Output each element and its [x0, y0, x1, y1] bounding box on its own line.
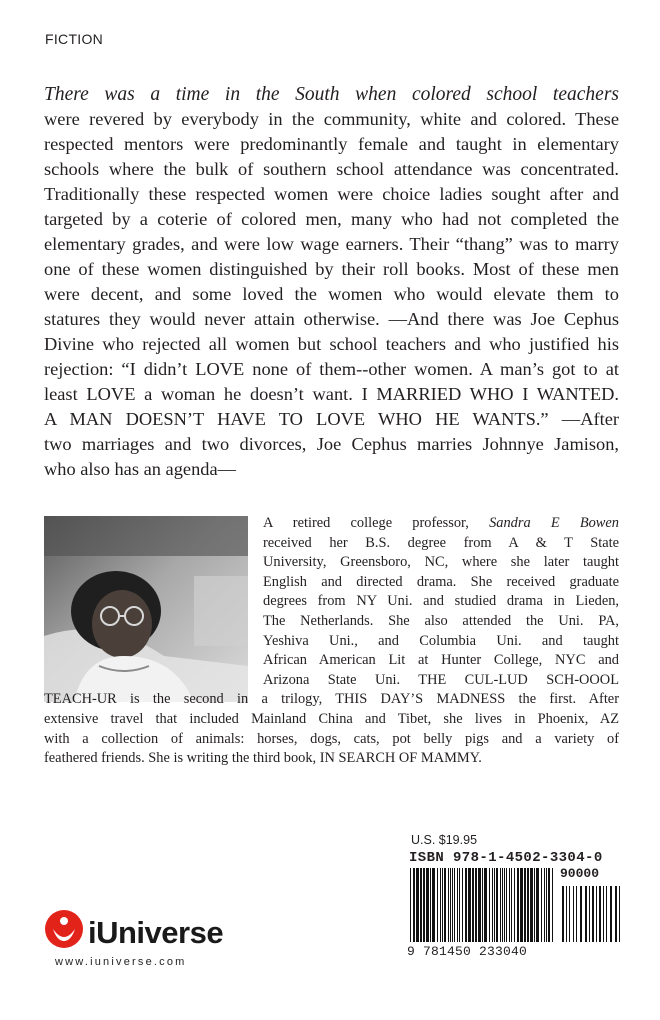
barcode-bar — [410, 868, 411, 942]
barcode-bar — [527, 868, 529, 942]
barcode-addon-bar — [589, 886, 590, 942]
barcode-bar — [444, 868, 446, 942]
blurb-line: rejection: “I didn’t LOVE none of them--other women. A man’s got to at — [44, 359, 619, 379]
barcode-bar — [430, 868, 431, 942]
barcode-addon-bar — [585, 886, 587, 942]
barcode-bar — [524, 868, 526, 942]
barcode-bar — [472, 868, 474, 942]
barcode-addon-bar — [610, 886, 612, 942]
blurb-line: were decent, and some loved the women who would elevate them to — [44, 284, 619, 304]
bio-line — [44, 514, 619, 534]
barcode-bar — [426, 868, 429, 942]
bio-line: Yeshiva Uni., and Columbia Uni. and taught — [263, 632, 619, 649]
blurb-line: schools where the bulk of southern school attendance was concentrated. — [44, 159, 619, 179]
blurb-line: who also has an agenda— — [44, 459, 237, 479]
bio-line: degrees from NY Uni. and studied drama in Lieden, — [263, 593, 619, 610]
barcode-bar — [416, 868, 419, 942]
blurb-line: Divine who rejected all women but school teachers and who justified his — [44, 334, 619, 354]
barcode-bar — [504, 868, 505, 942]
bio-line: extensive travel that included Mainland China and Tibet, she lives in Phoenix, AZ — [44, 710, 619, 727]
barcode-addon-bar — [573, 886, 574, 942]
barcode-bar — [536, 868, 539, 942]
barcode-bar — [514, 868, 515, 942]
bio-line: TEACH-UR is the second in a trilogy, THIS DAY’S MADNESS the first. After — [44, 691, 619, 708]
barcode-bar — [509, 868, 510, 942]
barcode-bar — [459, 868, 460, 942]
barcode-bar — [496, 868, 498, 942]
barcode-addon-bar — [596, 886, 597, 942]
barcode-addon-bar — [603, 886, 604, 942]
barcode-bar — [482, 868, 483, 942]
barcode-bar — [492, 868, 493, 942]
barcode-bar — [465, 868, 467, 942]
bio-prefix: A retired college professor, — [263, 515, 469, 531]
blurb-line: were revered by everybody in the community, white and colored. These — [44, 109, 619, 129]
bio-line: University, Greensboro, NC, where she later taught — [263, 554, 619, 571]
barcode-addon-bar — [606, 886, 607, 942]
blurb-line: elementary grades, and were low wage earners. Their “thang” was to marry — [44, 234, 619, 254]
barcode-bar — [423, 868, 425, 942]
blurb-line: least LOVE a woman he doesn’t want. I MARRIED WHO I WANTED. — [44, 384, 619, 404]
blurb-line: A MAN DOESN’T HAVE TO LOVE WHO HE WANTS.” —After — [44, 409, 619, 429]
barcode-bar — [489, 868, 490, 942]
author-name: Sandra E Bowen — [489, 515, 619, 531]
author-bio — [44, 514, 619, 769]
barcode-bar — [432, 868, 435, 942]
barcode-addon-bar — [566, 886, 567, 942]
blurb-line: Traditionally these respected women were choice ladies sought after and — [44, 184, 619, 204]
blurb-line: respected mentors were predominantly female and taught in elementary — [44, 134, 619, 154]
bio-line: Arizona State Uni. THE CUL-LUD SCH-OOOL — [263, 671, 619, 688]
price-label: U.S. $19.95 — [411, 833, 478, 847]
barcode-bar — [462, 868, 463, 942]
barcode-addon-bar — [576, 886, 577, 942]
barcode-bar — [517, 868, 519, 942]
barcode-addon-bar — [619, 886, 620, 942]
barcode-bar — [484, 868, 487, 942]
barcode-bar — [450, 868, 451, 942]
barcode-bar — [494, 868, 495, 942]
blurb-lead-line: There was a time in the South when colored school teachers — [44, 84, 619, 105]
bio-line: feathered friends. She is writing the third book, IN SEARCH OF MAMMY. — [44, 750, 482, 767]
back-cover-blurb — [44, 82, 619, 482]
barcode-addon-bar — [599, 886, 601, 942]
isbn-label: ISBN 978-1-4502-3304-0 — [409, 850, 603, 866]
blurb-line: one of these women distinguished by their roll books. Most of these men — [44, 259, 619, 279]
barcode-bar — [420, 868, 422, 942]
bio-line: The Netherlands. She also attended the Uni. PA, — [263, 612, 619, 629]
bio-line: English and directed drama. She received graduate — [263, 573, 619, 590]
barcode-bar — [541, 868, 542, 942]
barcode-addon-bar — [592, 886, 594, 942]
barcode-addon-bar — [580, 886, 582, 942]
barcode-addon-bar — [615, 886, 617, 942]
barcode-bar — [440, 868, 441, 942]
bio-line: African American Lit at Hunter College, NYC and — [263, 652, 619, 669]
barcode-bar — [546, 868, 547, 942]
barcode-bar — [452, 868, 453, 942]
barcode-bar — [530, 868, 533, 942]
barcode-bar — [500, 868, 501, 942]
barcode-digits: 9 781450 233040 — [407, 944, 528, 959]
barcode-bar — [454, 868, 455, 942]
barcode-bar — [552, 868, 553, 942]
blurb-line: two marriages and two divorces, Joe Cephus marries Johnnye Jamison, — [44, 434, 619, 454]
barcode-bar — [468, 868, 471, 942]
publisher-name: iUniverse — [88, 915, 224, 950]
barcode-bar — [448, 868, 449, 942]
blurb-line: targeted by a coterie of colored men, many who had not completed the — [44, 209, 619, 229]
bio-line: received her B.S. degree from A & T State — [263, 534, 619, 551]
blurb-line: statures they would never attain otherwise. —And there was Joe Cephus — [44, 309, 619, 329]
barcode-bar — [437, 868, 438, 942]
barcode-addon-bar — [562, 886, 564, 942]
barcode-bar — [506, 868, 507, 942]
barcode-bar — [475, 868, 477, 942]
barcode-bar — [442, 868, 443, 942]
bio-line: with a collection of animals: horses, dogs, cats, pot belly pigs and a variety of — [44, 730, 619, 747]
publisher-url: www.iuniverse.com — [55, 956, 187, 968]
barcode-bar — [511, 868, 512, 942]
genre-label: FICTION — [45, 31, 104, 47]
barcode-bar — [534, 868, 535, 942]
barcode-bar — [502, 868, 503, 942]
barcode-bar — [413, 868, 415, 942]
barcode-addon: 90000 — [560, 866, 600, 881]
barcode-bar — [544, 868, 545, 942]
barcode-addon-bar — [569, 886, 570, 942]
barcode-bar — [548, 868, 550, 942]
barcode-bar — [457, 868, 458, 942]
barcode-bar — [478, 868, 481, 942]
barcode-bar — [520, 868, 523, 942]
